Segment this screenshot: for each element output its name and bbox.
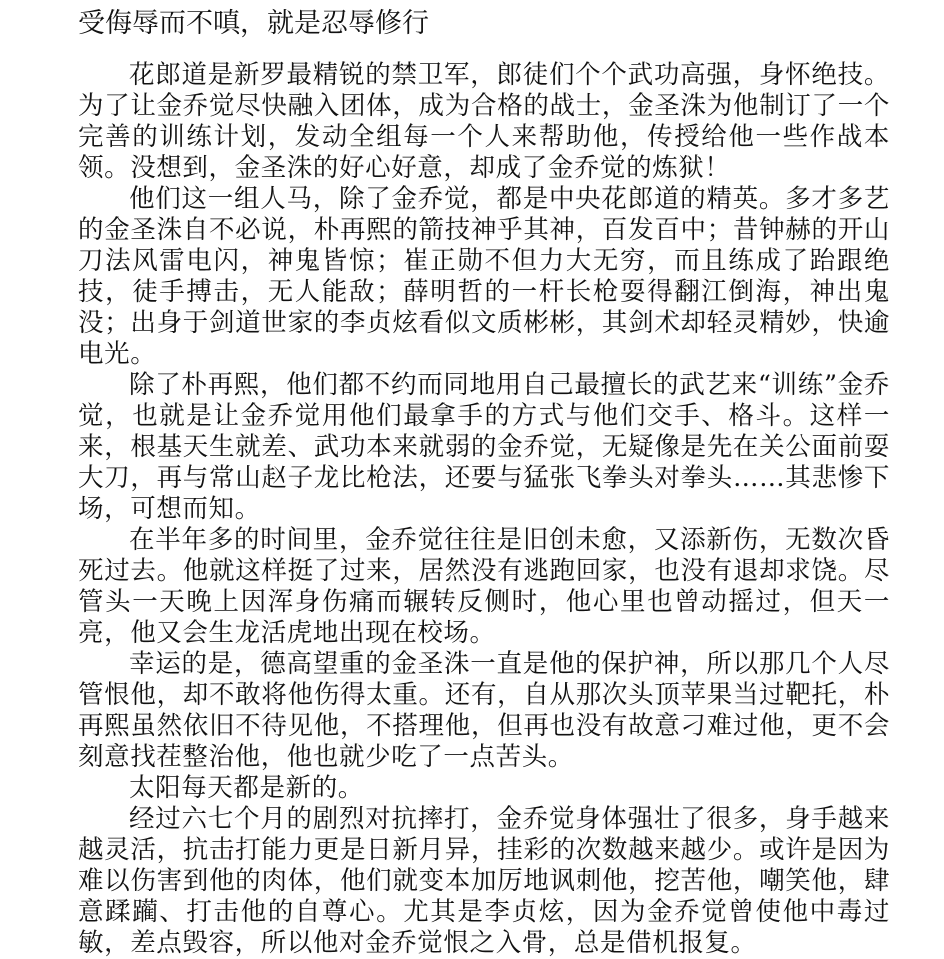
- paragraph: 花郎道是新罗最精锐的禁卫军，郎徒们个个武功高强，身怀绝技。为了让金乔觉尽快融入团体，成为合格的战士，金圣洙为他制订了一个完善的训练计划，发动全组每一个人来帮助他，传授给他一些作战本领。没想到，金圣洙的好心好意，却成了金乔觉的炼狱！: [78, 60, 890, 183]
- article-body: [78, 60, 890, 959]
- paragraph: 他们这一组人马，除了金乔觉，都是中央花郎道的精英。多才多艺的金圣洙自不必说，朴再熙的箭技神乎其神，百发百中；昔钟赫的开山刀法风雷电闪，神鬼皆惊；崔正勋不但力大无穷，而且练成了跆跟绝技，徒手搏击，无人能敌；薛明哲的一杆长枪耍得翻江倒海，神出鬼没；出身于剑道世家的李贞炫看似文质彬彬，其剑术却轻灵精妙，快逾电光。: [78, 184, 890, 369]
- paragraph: 幸运的是，德高望重的金圣洙一直是他的保护神，所以那几个人尽管恨他，却不敢将他伤得太重。还有，自从那次头顶苹果当过靶托，朴再熙虽然依旧不待见他，不搭理他，但再也没有故意刁难过他，更不会刻意找茬整治他，他也就少吃了一点苦头。: [78, 649, 890, 772]
- paragraph: 除了朴再熙，他们都不约而同地用自己最擅长的武艺来“训练”金乔觉，也就是让金乔觉用他们最拿手的方式与他们交手、格斗。这样一来，根基天生就差、武功本来就弱的金乔觉，无疑像是先在关公面前耍大刀，再与常山赵子龙比枪法，还要与猛张飞拳头对拳头……其悲惨下场，可想而知。: [78, 370, 890, 524]
- paragraph: 太阳每天都是新的。: [129, 773, 364, 803]
- paragraph: 经过六七个月的剧烈对抗摔打，金乔觉身体强壮了很多，身手越来越灵活，抗击打能力更是日新月异，挂彩的次数越来越少。或许是因为难以伤害到他的肉体，他们就变本加厉地讽刺他，挖苦他，嘲笑他，肆意蹂躏、打击他的自尊心。尤其是李贞炫，因为金乔觉曾使他中毒过敏，差点毁容，所以他对金乔觉恨之入骨，总是借机报复。: [78, 804, 890, 958]
- paragraph: 在半年多的时间里，金乔觉往往是旧创未愈，又添新伤，无数次昏死过去。他就这样挺了过来，居然没有逃跑回家，也没有退却求饶。尽管头一天晚上因浑身伤痛而辗转反侧时，他心里也曾动摇过，但天一亮，他又会生龙活虎地出现在校场。: [78, 525, 890, 648]
- article-title: 受侮辱而不嗔，就是忍辱修行: [78, 8, 429, 39]
